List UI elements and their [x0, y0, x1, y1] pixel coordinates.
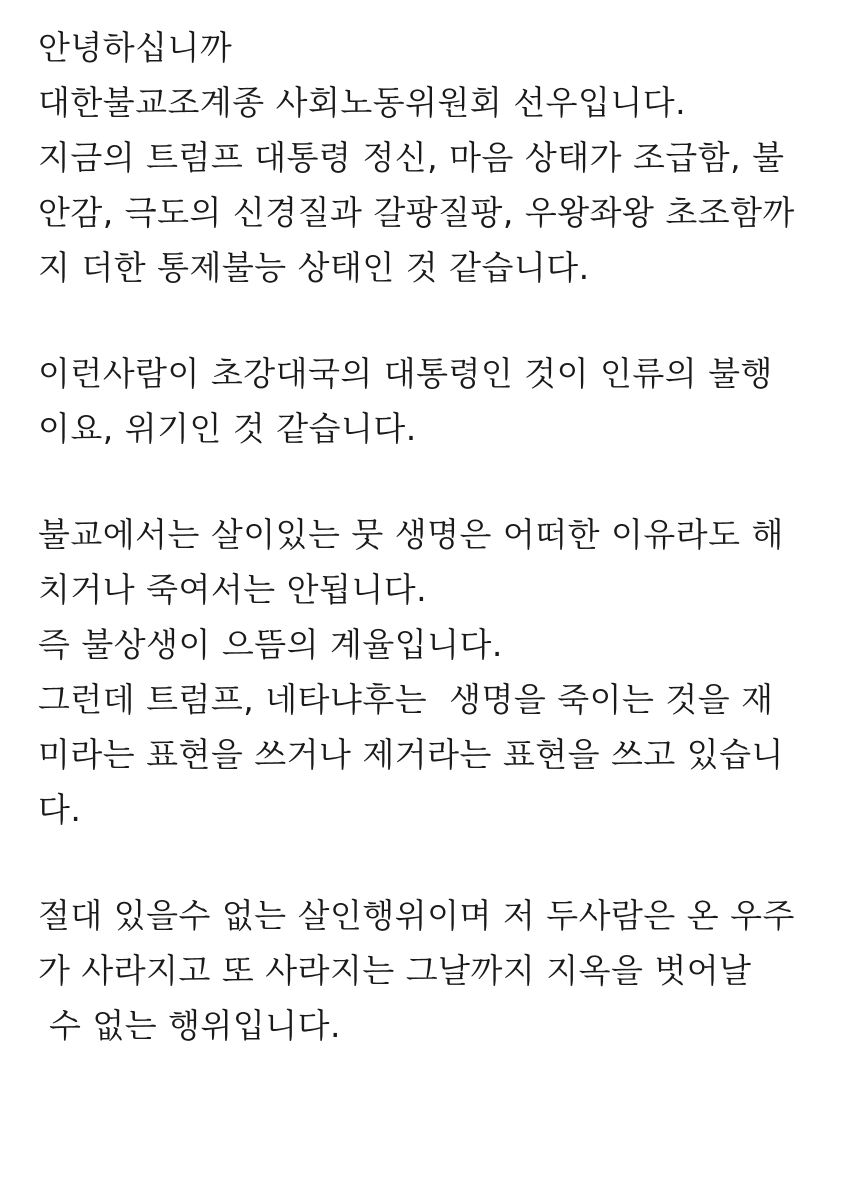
text-line-paragraph1-1: 지금의 트럼프 대통령 정신, 마음 상태가 조급함, 불 — [38, 138, 785, 177]
text-line-paragraph3-6: 다. — [38, 790, 82, 829]
text-line-greeting: 안녕하십니까 — [38, 28, 233, 67]
text-line-paragraph3-4: 그런데 트럼프, 네타냐후는 생명을 죽이는 것을 재 — [38, 680, 774, 719]
text-line-paragraph2-1: 이런사람이 초강대국의 대통령인 것이 인류의 불행 — [38, 354, 773, 393]
text-line-introduction: 대한불교조계종 사회노동위원회 선우입니다. — [38, 83, 687, 122]
text-line-paragraph3-2: 치거나 죽여서는 안됩니다. — [38, 570, 428, 609]
text-line-paragraph3-3: 즉 불상생이 으뜸의 계율입니다. — [38, 625, 503, 664]
text-line-paragraph4-2: 가 사라지고 또 사라지는 그날까지 지옥을 벗어날 — [38, 951, 752, 990]
text-line-paragraph1-3: 지 더한 통제불능 상태인 것 같습니다. — [38, 248, 590, 287]
text-line-paragraph2-2: 이요, 위기인 것 같습니다. — [38, 409, 417, 448]
text-line-paragraph4-3: 수 없는 행위입니다. — [38, 1006, 341, 1045]
text-line-paragraph3-1: 불교에서는 살이있는 뭇 생명은 어떠한 이유라도 해 — [38, 515, 784, 554]
text-line-paragraph4-1: 절대 있을수 없는 살인행위이며 저 두사람은 온 우주 — [38, 896, 795, 935]
text-line-paragraph1-2: 안감, 극도의 신경질과 갈팡질팡, 우왕좌왕 초조함까 — [38, 193, 795, 232]
text-line-paragraph3-5: 미라는 표현을 쓰거나 제거라는 표현을 쓰고 있습니 — [38, 735, 784, 774]
